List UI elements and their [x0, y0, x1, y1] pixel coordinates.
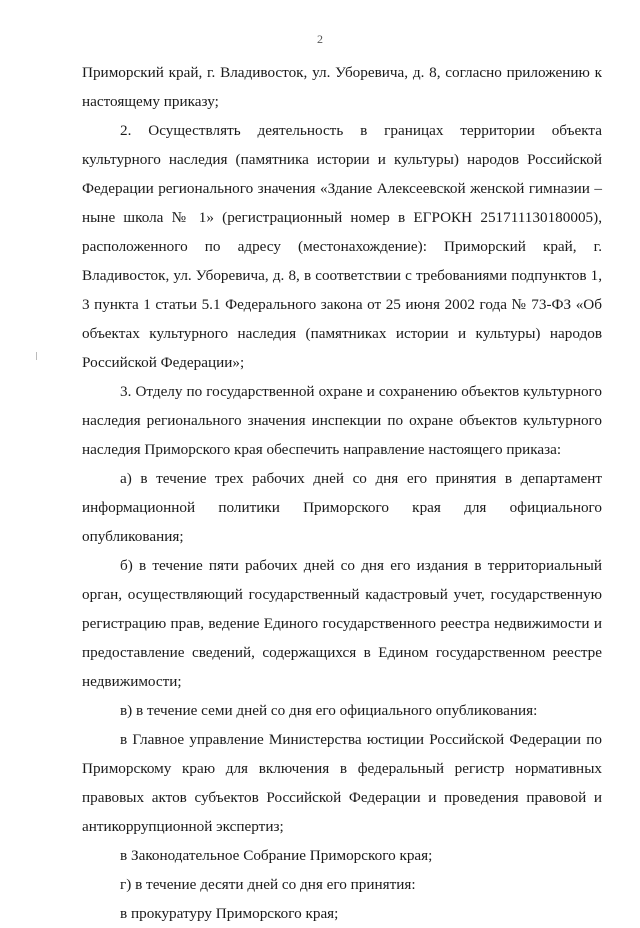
paragraph-subitem-a: а) в течение трех рабочих дней со дня его принятия в департамент информационной политики Приморского края для официального опубликования;	[82, 470, 602, 545]
margin-mark	[36, 352, 37, 360]
paragraph-prosecutor: в прокуратуру Приморского края;	[120, 905, 339, 922]
paragraph-legislative-assembly: в Законодательное Собрание Приморского края;	[120, 847, 433, 864]
paragraph-subitem-g: г) в течение десяти дней со дня его принятия:	[120, 876, 416, 893]
paragraph-item-3: 3. Отделу по государственной охране и сохранению объектов культурного наследия регионального значения инспекции по охране объектов культурного наследия Приморского края обеспечить направление настоящего приказа:	[82, 383, 602, 458]
paragraph-continuation: Приморский край, г. Владивосток, ул. Уборевича, д. 8, согласно приложению к настоящему приказу;	[82, 64, 602, 110]
paragraph-ministry-justice: в Главное управление Министерства юстиции Российской Федерации по Приморскому краю для включения в федеральный регистр нормативных правовых актов субъектов Российской Федерации и проведения правовой и антикоррупционной экспертиз;	[82, 731, 602, 835]
paragraph-subitem-v: в) в течение семи дней со дня его официального опубликования:	[120, 702, 538, 719]
document-body	[82, 58, 602, 928]
paragraph-item-2: 2. Осуществлять деятельность в границах территории объекта культурного наследия (памятника истории и культуры) народов Российской Федерации регионального значения «Здание Алексеевской женской гимназии – ныне школа № 1» (регистрационный номер в ЕГРОКН 251711130180005), расположенного по адресу (местонахождение): Приморский край, г. Владивосток, ул. Уборевича, д. 8, в соответствии с требованиями подпунктов 1, 3 пункта 1 статьи 5.1 Федерального закона от 25 июня 2002 года № 73-ФЗ «Об объектах культурного наследия (памятниках истории и культуры) народов Российской Федерации»;	[82, 122, 602, 371]
page-number: 2	[317, 32, 323, 46]
paragraph-subitem-b: б) в течение пяти рабочих дней со дня его издания в территориальный орган, осуществляющий государственный кадастровый учет, государственную регистрацию прав, ведение Единого государственного реестра недвижимости и предоставление сведений, содержащихся в Едином государственном реестре недвижимости;	[82, 557, 602, 690]
